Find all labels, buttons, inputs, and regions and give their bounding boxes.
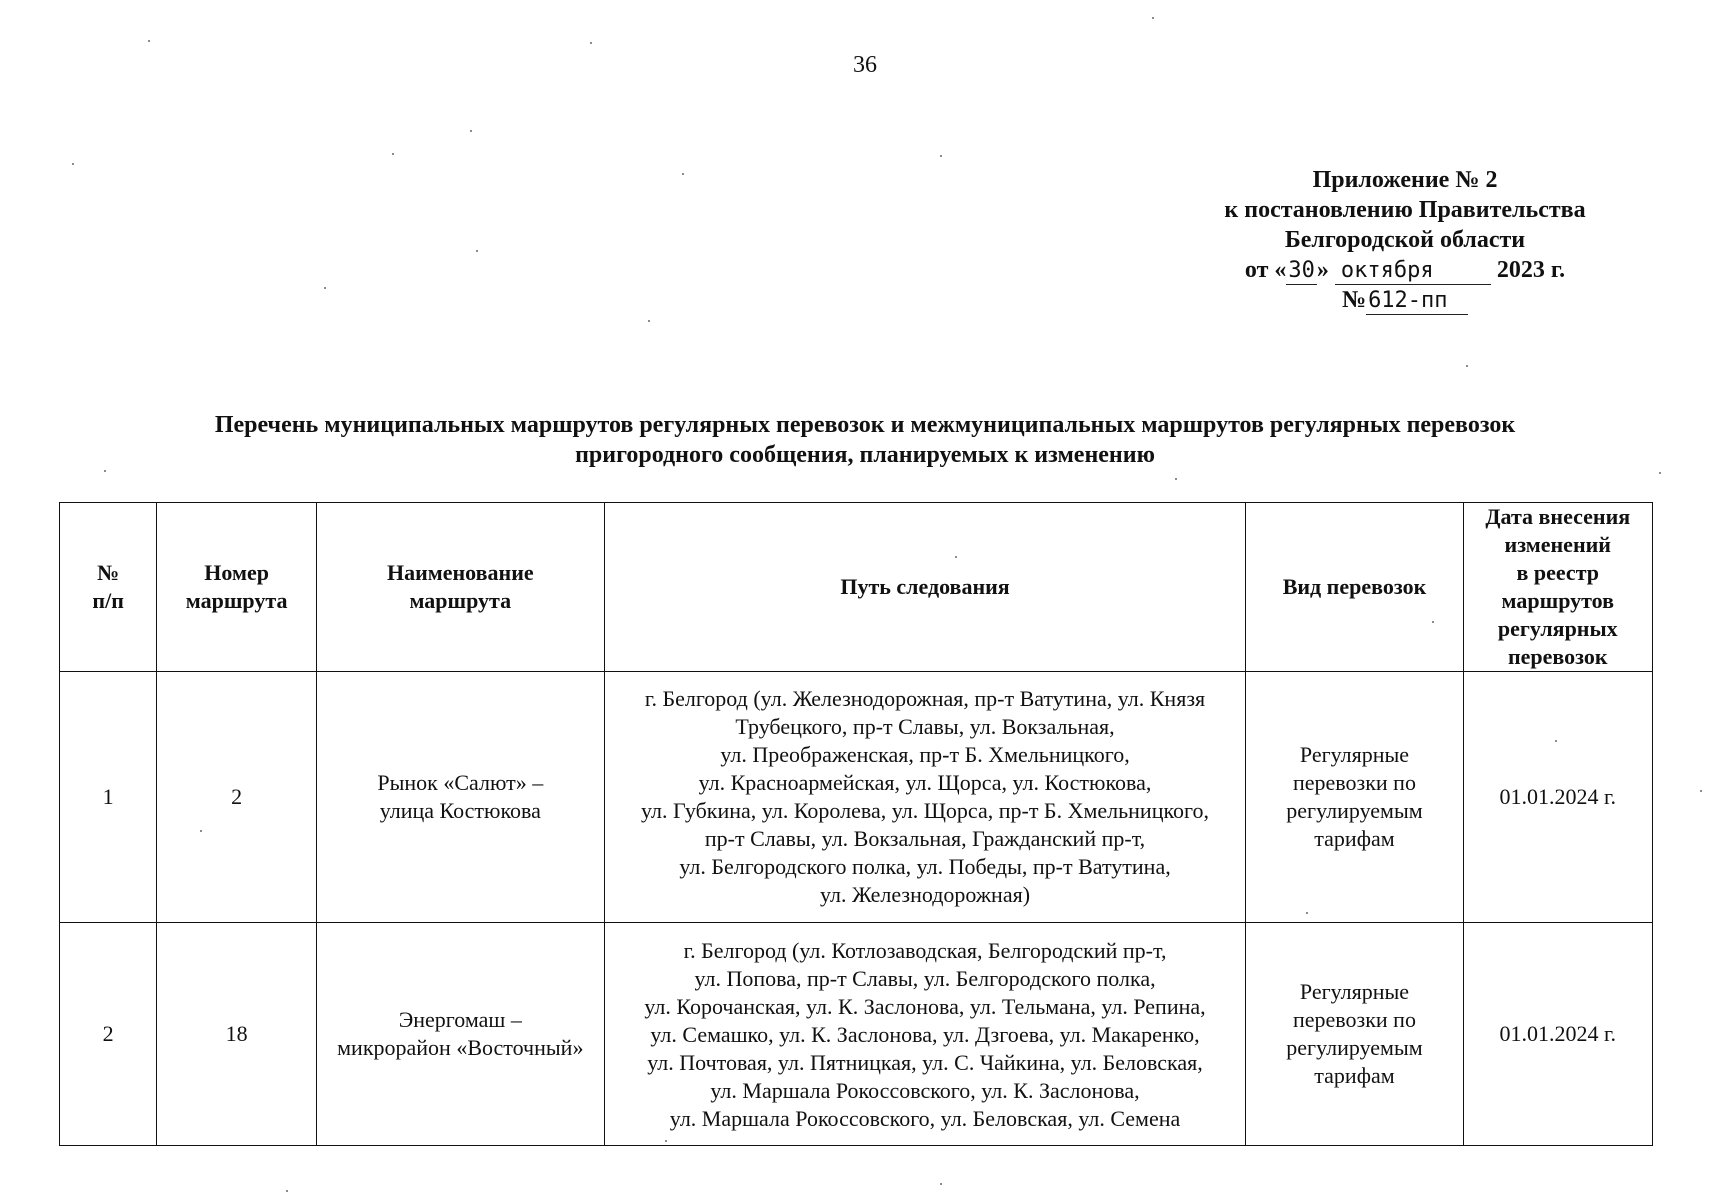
header-num xyxy=(60,503,157,672)
header-date-line: перевозок xyxy=(1507,644,1608,669)
path-line: ул. Попова, пр-т Славы, ул. Белгородского полка, xyxy=(694,966,1156,991)
header-route-name xyxy=(316,503,604,672)
header-date-line: Дата внесения xyxy=(1485,504,1631,529)
header-date-line: изменений xyxy=(1504,532,1611,557)
number-value: 612-пп xyxy=(1366,288,1468,315)
type-line: тарифам xyxy=(1314,1063,1395,1088)
header-path-line: Путь следования xyxy=(840,574,1010,599)
page-number: 36 xyxy=(853,52,877,78)
document-title xyxy=(100,410,1630,470)
title-line-1: Перечень муниципальных маршрутов регулярных перевозок и межмуниципальных маршрутов регулярных перевозок xyxy=(214,412,1516,438)
type-line: Регулярные xyxy=(1299,979,1410,1004)
appendix-number-line xyxy=(1120,285,1690,315)
header-num-line: № xyxy=(97,560,120,585)
cell-date: 01.01.2024 г. xyxy=(1463,672,1652,923)
type-line: тарифам xyxy=(1314,826,1395,851)
header-date-line: маршрутов xyxy=(1501,588,1614,613)
path-line: Трубецкого, пр-т Славы, ул. Вокзальная, xyxy=(735,714,1115,739)
path-line: пр-т Славы, ул. Вокзальная, Гражданский пр-т, xyxy=(704,826,1146,851)
type-line: регулируемым xyxy=(1286,1035,1423,1060)
header-type xyxy=(1246,503,1463,672)
header-date-line: в реестр xyxy=(1516,560,1600,585)
path-line: ул. Губкина, ул. Королева, ул. Щорса, пр-т Б. Хмельницкого, xyxy=(641,798,1210,823)
path-line: ул. Железнодорожная) xyxy=(820,882,1031,907)
header-date-line: регулярных xyxy=(1497,616,1618,641)
cell-route-number: 18 xyxy=(157,923,317,1146)
header-date xyxy=(1463,503,1652,672)
path-line: ул. Красноармейская, ул. Щорса, ул. Костюкова, xyxy=(698,770,1152,795)
header-route-number xyxy=(157,503,317,672)
cell-num: 1 xyxy=(60,672,157,923)
cell-route-name xyxy=(316,672,604,923)
route-name-line: микрорайон «Восточный» xyxy=(337,1035,584,1060)
header-route-number-line: маршрута xyxy=(185,588,288,613)
table-row xyxy=(60,923,1653,1146)
date-day: 30 xyxy=(1288,258,1315,283)
header-route-name-line: Наименование xyxy=(386,560,534,585)
appendix-line-2: к постановлению Правительства xyxy=(1224,197,1586,223)
type-line: регулируемым xyxy=(1286,798,1423,823)
type-line: Регулярные xyxy=(1299,742,1410,767)
header-path xyxy=(604,503,1246,672)
date-mid: » xyxy=(1316,257,1329,283)
route-name-line: улица Костюкова xyxy=(379,798,541,823)
path-line: ул. Почтовая, ул. Пятницкая, ул. С. Чайкина, ул. Беловская, xyxy=(647,1050,1203,1075)
cell-type xyxy=(1246,672,1463,923)
header-num-line: п/п xyxy=(92,588,124,613)
path-line: г. Белгород (ул. Железнодорожная, пр-т Ватутина, ул. Князя xyxy=(644,686,1206,711)
table-row xyxy=(60,672,1653,923)
number-prefix: № xyxy=(1341,287,1367,313)
date-month: октября xyxy=(1335,258,1491,285)
appendix-line-1: Приложение № 2 xyxy=(1312,167,1498,193)
path-line: ул. Белгородского полка, ул. Победы, пр-т Ватутина, xyxy=(679,854,1171,879)
header-route-name-line: маршрута xyxy=(409,588,512,613)
cell-num: 2 xyxy=(60,923,157,1146)
type-line: перевозки по xyxy=(1292,1007,1416,1032)
header-route-number-line: Номер xyxy=(204,560,269,585)
date-year: 2023 г. xyxy=(1496,257,1566,283)
routes-table xyxy=(59,502,1653,1146)
header-type-line: Вид перевозок xyxy=(1282,574,1427,599)
path-line: ул. Маршала Рокоссовского, ул. К. Заслонова, xyxy=(710,1078,1140,1103)
cell-path xyxy=(604,923,1246,1146)
appendix-line-3: Белгородской области xyxy=(1284,227,1526,253)
route-name-line: Энергомаш – xyxy=(398,1007,522,1032)
path-line: ул. Преображенская, пр-т Б. Хмельницкого, xyxy=(720,742,1130,767)
path-line: ул. Семашко, ул. К. Заслонова, ул. Дзгоева, ул. Макаренко, xyxy=(650,1022,1200,1047)
path-line: ул. Корочанская, ул. К. Заслонова, ул. Тельмана, ул. Репина, xyxy=(644,994,1206,1019)
appendix-header xyxy=(1120,165,1690,315)
cell-path xyxy=(604,672,1246,923)
route-name-line: Рынок «Салют» – xyxy=(377,770,544,795)
cell-date: 01.01.2024 г. xyxy=(1463,923,1652,1146)
title-line-2: пригородного сообщения, планируемых к изменению xyxy=(575,442,1155,468)
type-line: перевозки по xyxy=(1292,770,1416,795)
path-line: г. Белгород (ул. Котлозаводская, Белгородский пр-т, xyxy=(683,938,1167,963)
date-prefix: от « xyxy=(1244,257,1287,283)
cell-route-number: 2 xyxy=(157,672,317,923)
appendix-date-line xyxy=(1120,255,1690,285)
cell-route-name xyxy=(316,923,604,1146)
cell-type xyxy=(1246,923,1463,1146)
path-line: ул. Маршала Рокоссовского, ул. Беловская, ул. Семена xyxy=(669,1106,1181,1131)
table-header-row xyxy=(60,503,1653,672)
